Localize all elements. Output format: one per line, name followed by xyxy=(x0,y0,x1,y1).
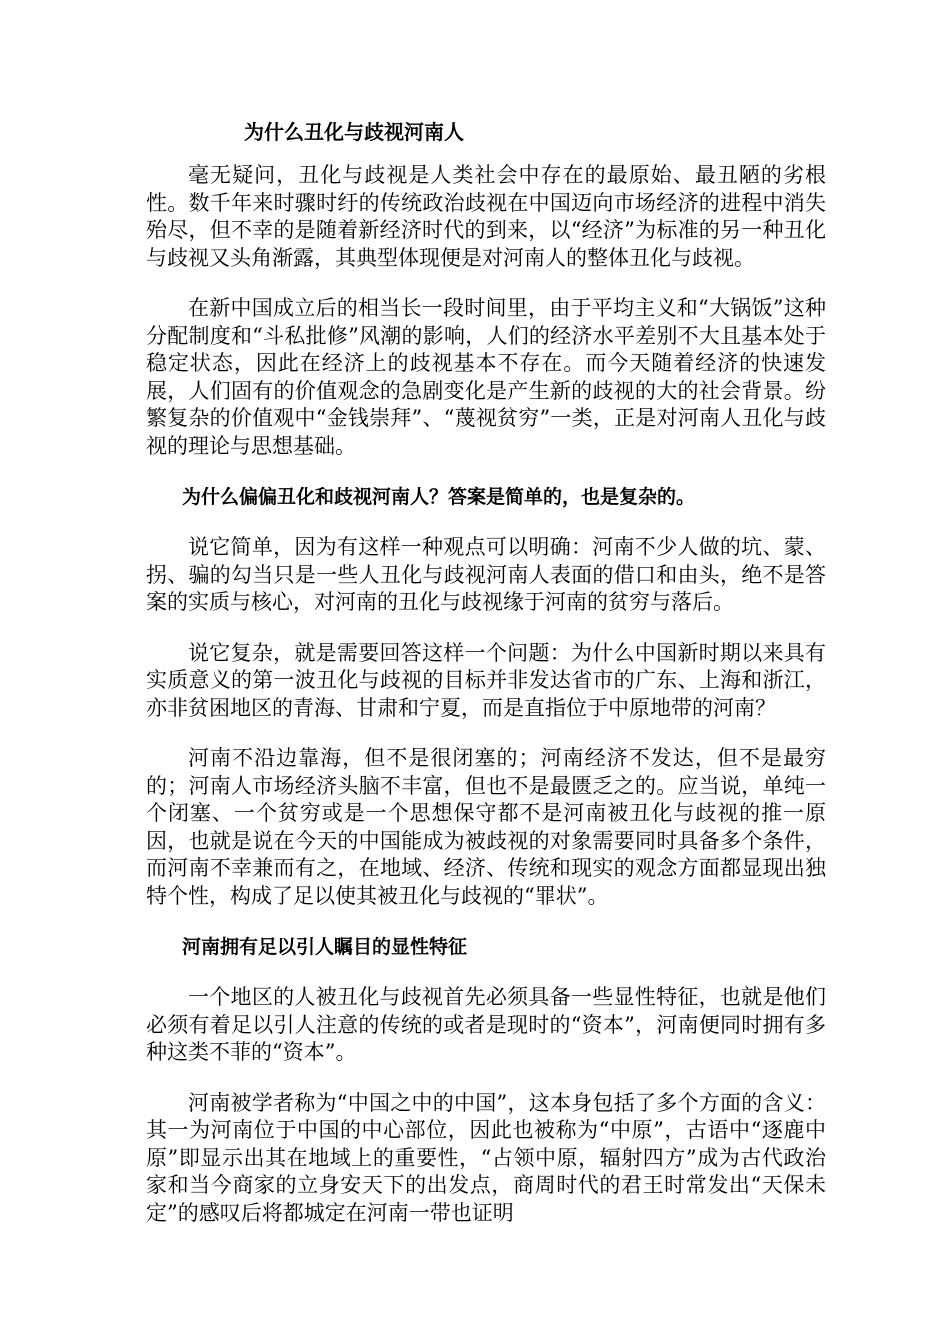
paragraph-5: 河南不沿边靠海，但不是很闭塞的；河南经济不发达，但不是最穷的；河南人市场经济头脑不丰富，但也不是最匮乏之的。应当说，单纯一个闭塞、一个贫穷或是一个思想保守都不是河南被丑化与歧视的推一原因，也就是说在今天的中国能成为被歧视的对象需要同时具备多个条件，而河南不幸兼而有之，在地域、经济、传统和现实的观念方面都显现出独特个性，构成了足以使其被丑化与歧视的“罪状”。 xyxy=(146,746,826,908)
paragraph-2: 在新中国成立后的相当长一段时间里，由于平均主义和“大锅饭”这种分配制度和“斗私批修”风潮的影响，人们的经济水平差别不大且基本处于稳定状态，因此在经济上的歧视基本不存在。而今天随着经济的快速发展，人们固有的价值观念的急剧变化是产生新的歧视的大的社会背景。纷繁复杂的价值观中“金钱崇拜”、“蔑视贫穷”一类，正是对河南人丑化与歧视的理论与思想基础。 xyxy=(146,296,826,458)
section-heading-2: 河南拥有足以引人瞩目的显性特征 xyxy=(182,936,468,958)
paragraph-4: 说它复杂，就是需要回答这样一个问题：为什么中国新时期以来具有实质意义的第一波丑化与歧视的目标并非发达省市的广东、上海和浙江，亦非贫困地区的青海、甘肃和宁夏，而是直指位于中原地带的河南？ xyxy=(146,640,826,720)
paragraph-6: 一个地区的人被丑化与歧视首先必须具备一些显性特征，也就是他们必须有着足以引人注意的传统的或者是现时的“资本”，河南便同时拥有多种这类不菲的“资本”。 xyxy=(146,985,826,1064)
document-page xyxy=(146,118,826,1250)
paragraph-1: 毫无疑问，丑化与歧视是人类社会中存在的最原始、最丑陋的劣根性。数千年来时骤时纡的传统政治歧视在中国迈向市场经济的进程中消失殆尽，但不幸的是随着新经济时代的到来，以“经济”为标准的另一种丑化与歧视又头角渐露，其典型体现便是对河南人的整体丑化与歧视。 xyxy=(146,163,826,270)
paragraph-3: 说它简单，因为有这样一种观点可以明确：河南不少人做的坑、蒙、拐、骗的勾当只是一些人丑化与歧视河南人表面的借口和由头，绝不是答案的实质与核心，对河南的丑化与歧视缘于河南的贫穷与落后。 xyxy=(146,535,826,614)
section-heading-1: 为什么偏偏丑化和歧视河南人？答案是简单的，也是复杂的。 xyxy=(182,486,696,508)
document-title: 为什么丑化与歧视河南人 xyxy=(244,120,464,144)
paragraph-7: 河南被学者称为“中国之中的中国”，这本身包括了多个方面的含义：其一为河南位于中国的中心部位，因此也被称为“中原”，古语中“逐鹿中原”即显示出其在地域上的重要性，“占领中原，辐射四方”成为古代政治家和当今商家的立身安天下的出发点，商周时代的君王时常发出“天保未定”的感叹后将都城定在河南一带也证明 xyxy=(146,1090,826,1225)
